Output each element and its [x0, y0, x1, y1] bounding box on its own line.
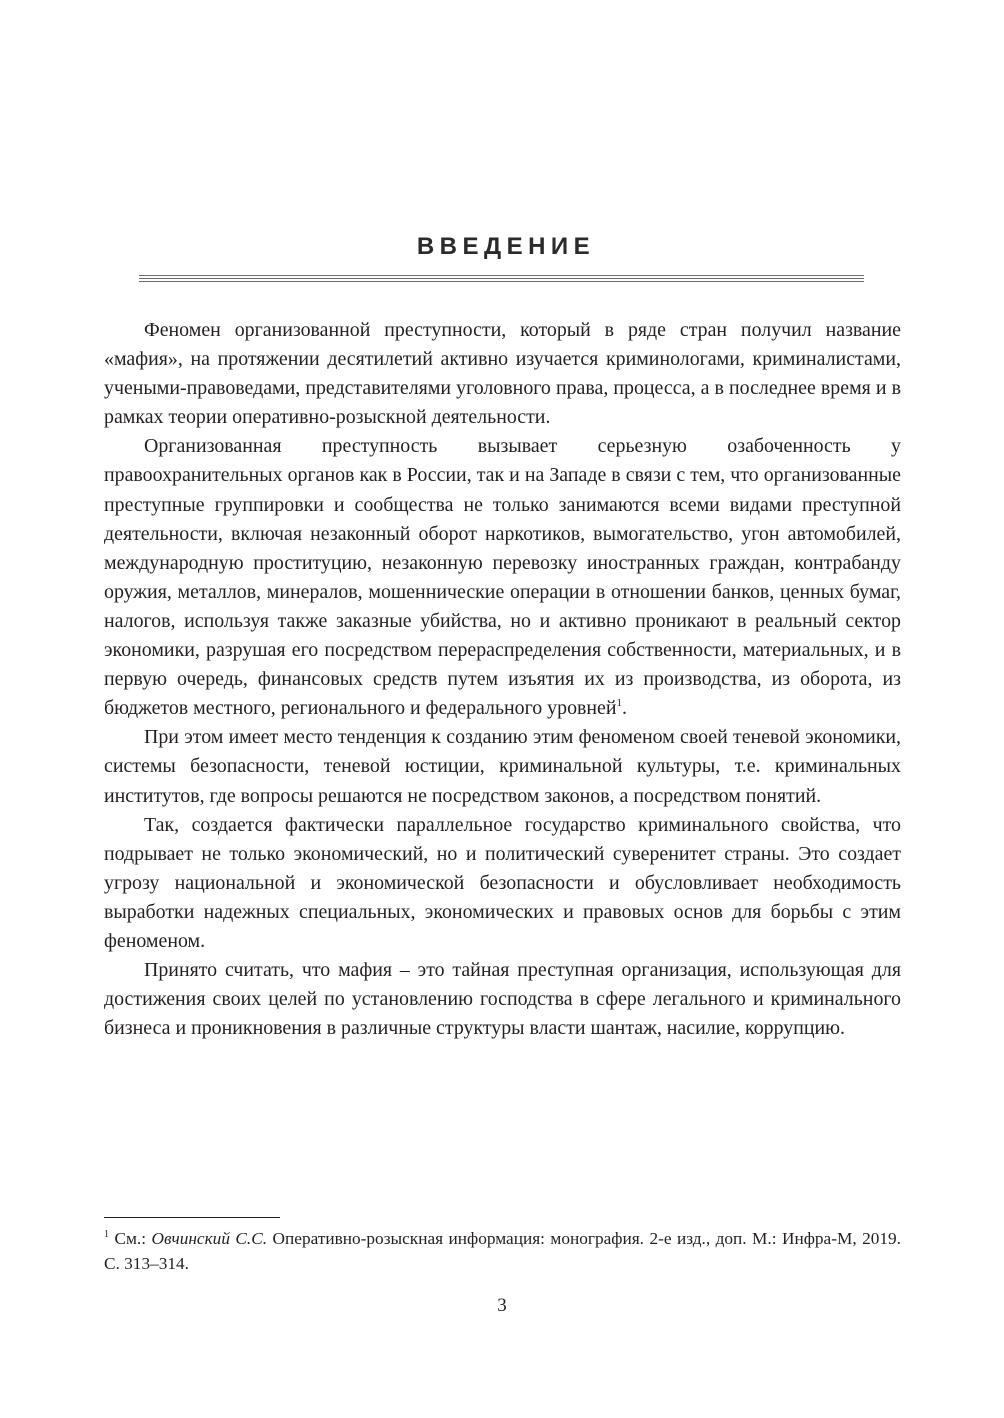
footnote-number: 1 — [104, 1229, 109, 1240]
heading-underline — [139, 275, 864, 285]
chapter-heading: ВВЕДЕНИЕ — [416, 233, 596, 260]
paragraph-2: Организованная преступность вызывает серьезную озабоченность у правоохранительных органов как в России, так и на Западе в связи с тем, что организованные преступные группировки и сообщества не только занимаются всеми видами преступной деятельности, включая незаконный оборот наркотиков, вымогательство, угон автомобилей, международную проституцию, незаконную перевозку иностранных граждан, контрабанду оружия, металлов, минералов, мошеннические операции в отношении банков, ценных бумаг, налогов, используя также заказные убийства, но и активно проникают в реальный сектор экономики, разрушая его посредством перераспределения собственности, материальных, и в первую очередь, финансовых средств путем изъятия их из производства, из оборота, из бюджетов местного, регионального и федерального уровней$^1$. — [104, 435, 901, 720]
footnote-author: Овчинский С.С. — [151, 1229, 268, 1248]
paragraph-4: Так, создается фактически параллельное государство криминального свойства, что подрывает не только экономический, но и политический суверенитет страны. Это создает угрозу национальной и экономической безопасности и обусловливает необходимость выработки надежных специальных, экономических и правовых основ для борьбы с этим феноменом. — [104, 813, 901, 952]
footnote — [104, 1226, 901, 1276]
footnote-reference[interactable]: 1 — [616, 697, 623, 710]
footnote-separator — [104, 1217, 280, 1218]
page-number: 3 — [497, 1295, 507, 1316]
paragraph-5: Принято считать, что мафия – это тайная преступная организация, использующая для достижения своих целей по установлению господства в сфере легального и криминального бизнеса и проникновения в различные структуры власти шантаж, насилие, коррупцию. — [104, 959, 901, 1040]
footnote-text: Оперативно-розыскная информация: монография. 2-е изд., доп. М.: Инфра-М, 2019. С. 313–314. — [104, 1229, 901, 1273]
paragraph-3: При этом имеет место тенденция к созданию этим феноменом своей теневой экономики, системы безопасности, теневой юстиции, криминальной культуры, т.е. криминальных институтов, где вопросы решаются не посредством законов, а посредством понятий. — [104, 726, 901, 807]
paragraph-1: Феномен организованной преступности, который в ряде стран получил название «мафия», на протяжении десятилетий активно изучается криминологами, криминалистами, учеными-правоведами, представителями уголовного права, процесса, а в последнее время и в рамках теории оперативно-розыскной деятельности. — [104, 319, 901, 429]
footnote-prefix: См.: — [109, 1229, 152, 1248]
body-text — [104, 316, 901, 1043]
